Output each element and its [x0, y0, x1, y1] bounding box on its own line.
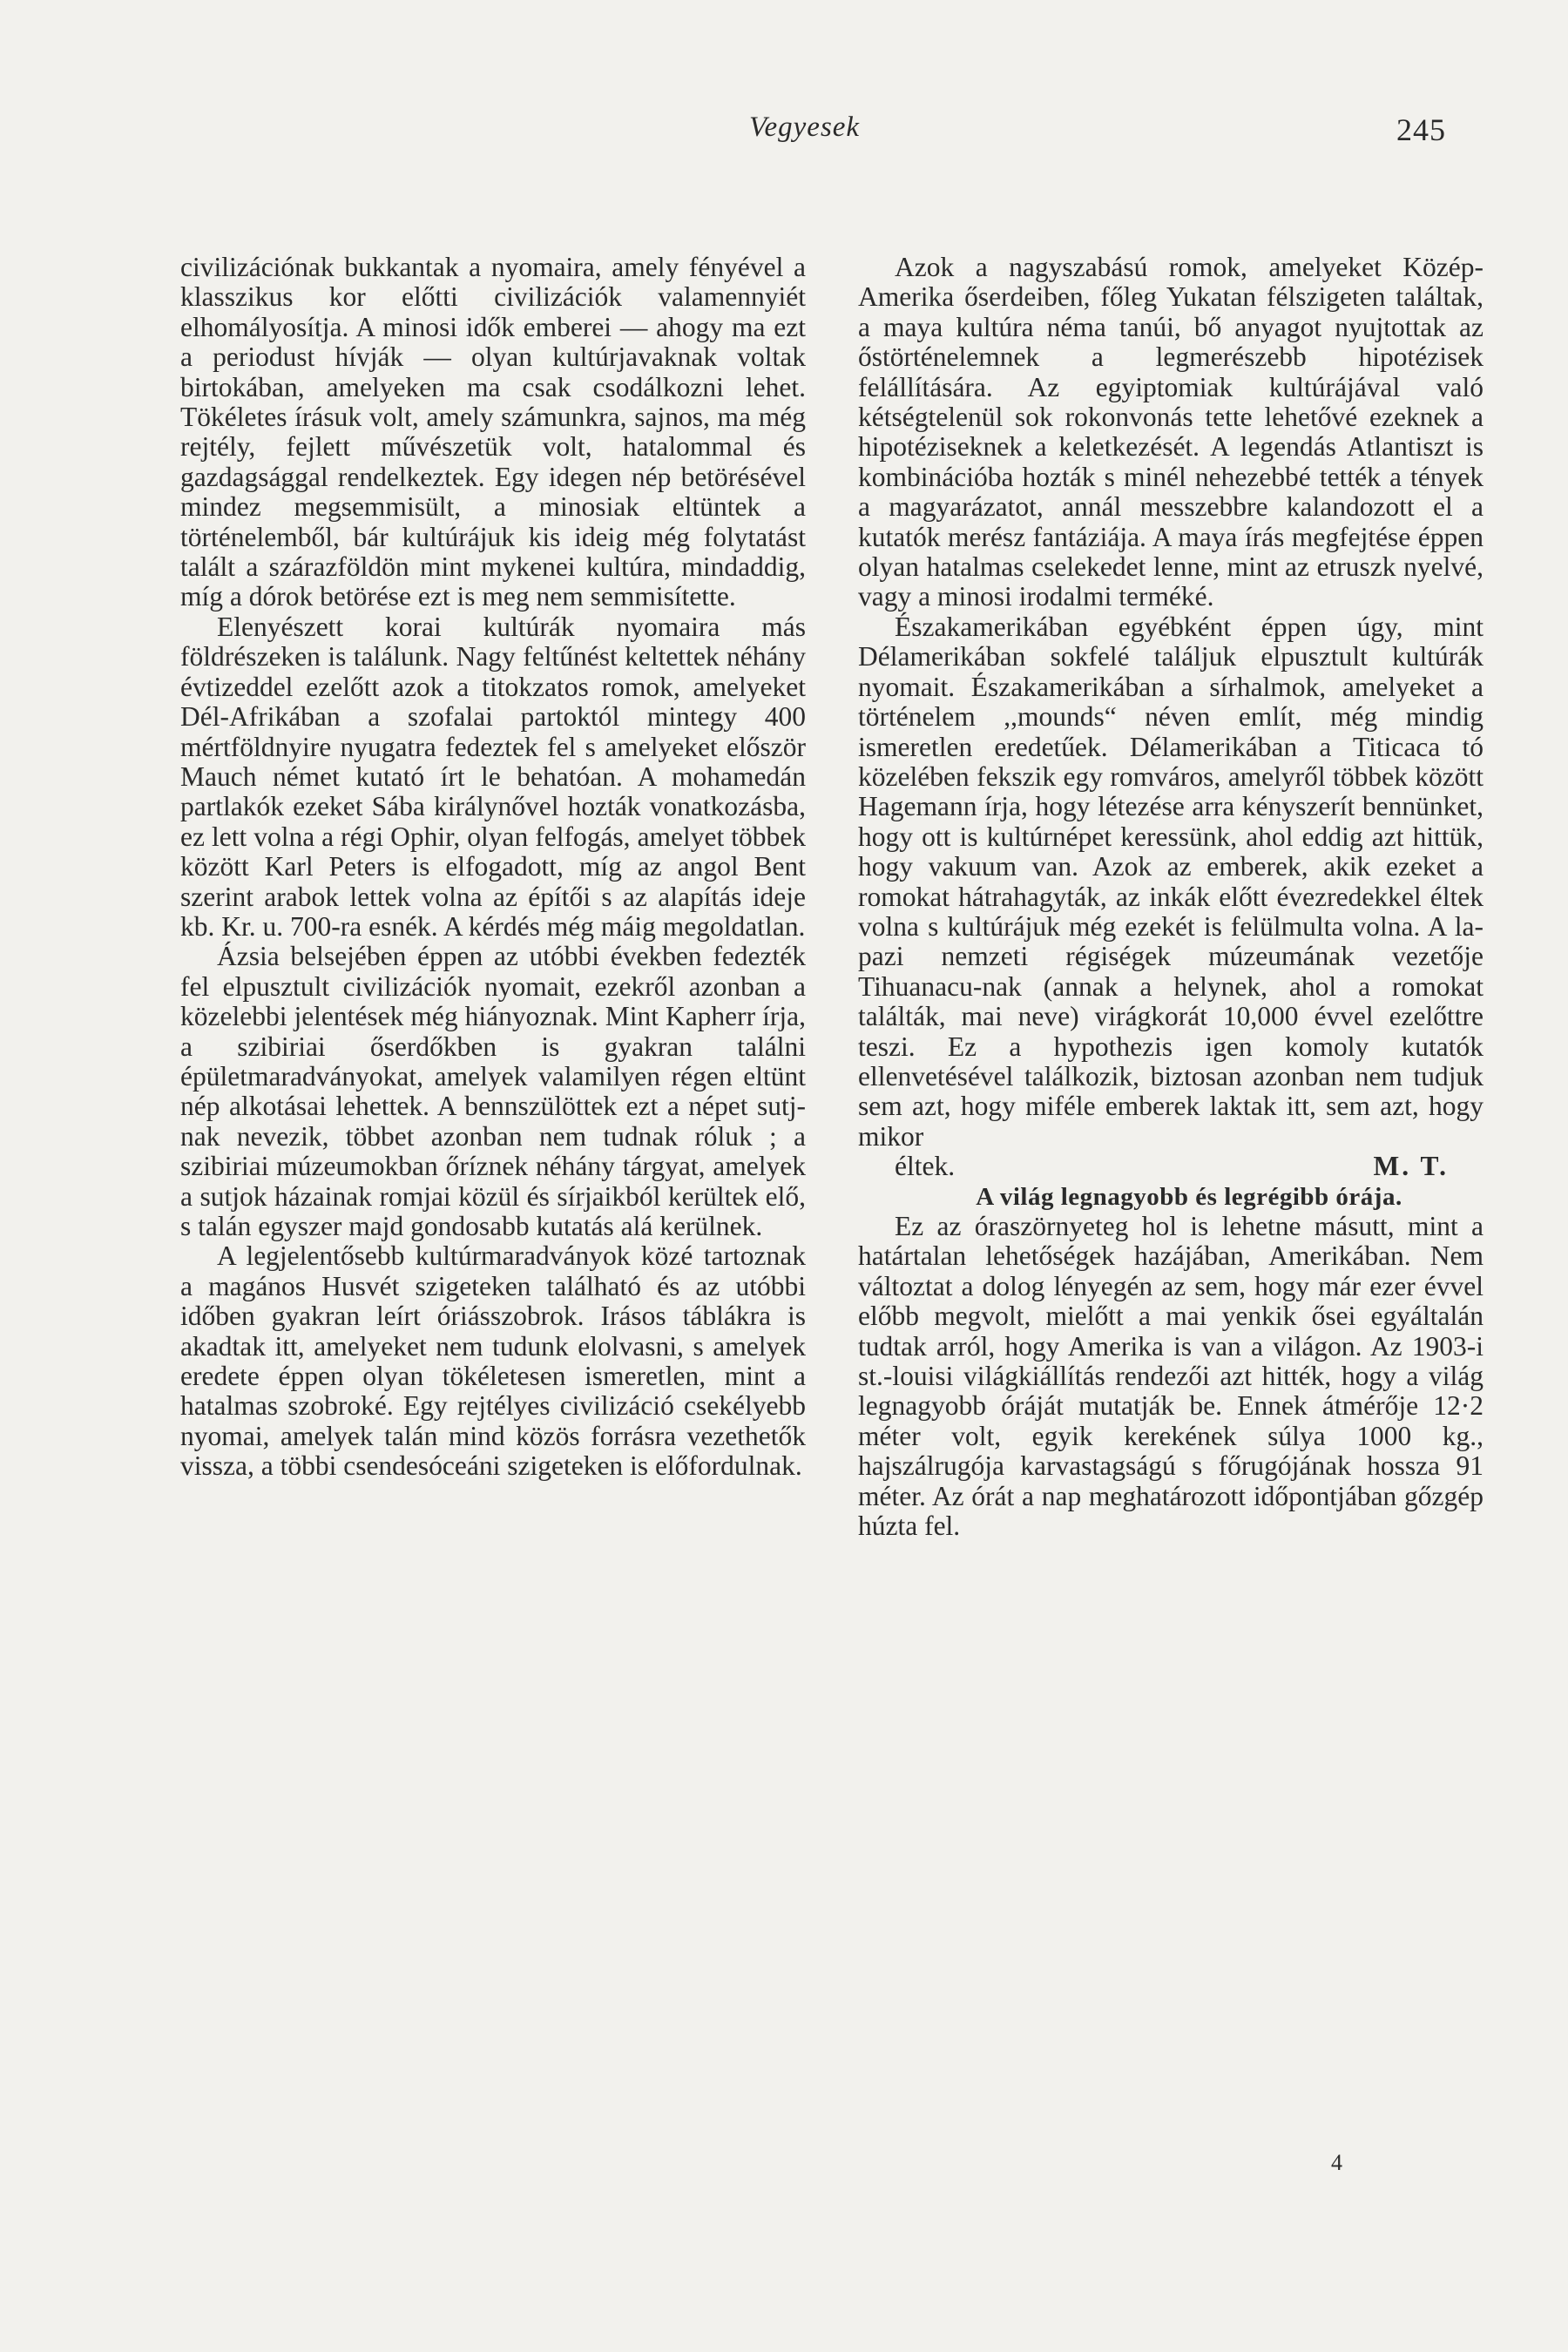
paragraph: Ez az óraszörnyeteg hol is lehetne másutt, mint a határtalan lehetőségek hazájában, Amerikában. Nem változtat a dolog lényegén az sem, hogy már ezer évvel előbb megvolt, mielőtt a mai yenkik ősei egyáltalán tudtak arról, hogy Amerika is van a világon. Az 1903-i st.-louisi világkiállítás rendezői azt hitték, hogy a világ legnagyobb óráját mutatják be. Ennek átmérője 12·2 méter volt, egyik kerekének súlya 1000 kg., hajszálrugója karvastagságú s főrugójának hossza 91 méter. Az órát a nap meghatározott időpontjában gőzgép húzta fel.: [858, 1211, 1484, 1542]
paragraph: Azok a nagyszabású romok, amelyeket Közép-Amerika őserdeiben, főleg Yukatan félszigeten találtak, a maya kultúra néma tanúi, bő anyagot nyujtottak az őstörténelemnek a legmerészebb hipotézisek felállítására. Az egyiptomiak kultúrájával való kétségtelenül sok rokonvonás tette lehetővé ezeknek a hipotéziseknek a keletkezését. A legendás Atlantiszt is kombinációba hozták s minél nehezebbé tették a tények a magyarázatot, annál messzebbre kalandozott el a kutatók merész fantáziája. A maya írás megfejtése éppen olyan hatalmas cselekedet lenne, mint az etruszk nyelvé, vagy a minosi irodalmi terméké.: [858, 252, 1484, 612]
printer-signature-mark: 4: [1331, 2150, 1342, 2175]
left-column: [180, 253, 806, 1482]
paragraph: Északamerikában egyébként éppen úgy, mint Délamerikában sokfelé találjuk elpusztult kultúrák nyomait. Északamerikában a sírhalmok, amelyeket a történelem ,,mounds“ néven említ, még mindig ismeretlen eredetűek. Délamerikában a Titicaca tó közelében fekszik egy romváros, amelyről többek között Hagemann írja, hogy létezése arra kényszerít bennünket, hogy ott is kultúrnépet keressünk, ahol eddig azt hittük, hogy vakuum van. Azok az emberek, akik ezeket a romokat hátrahagyták, az inkák előtt évezredekkel éltek volna s kultúrájuk még ezekét is felülmulta volna. A la-pazi nemzeti régiségek múzeumának vezetője Tihuanacu-nak (annak a helynek, ahol a romokat találták, mai neve) virágkorát 10,000 évvel ezelőttre teszi. Ez a hypothezis igen komoly kutatók ellenvetésével találkozik, biztosan azonban nem tudjuk sem azt, hogy miféle emberek laktak itt, sem azt, hogy mikor: [858, 611, 1484, 1152]
page-number: 245: [1396, 112, 1446, 147]
closing-text: éltek.: [895, 1151, 956, 1182]
paragraph: Elenyészett korai kultúrák nyomaira más földrészeken is találunk. Nagy feltűnést keltettek néhány évtizeddel ezelőtt azok a titokzatos romok, amelyeket Dél-Afrikában a szofalai partoktól mintegy 400 mértföldnyire nyugatra fedeztek fel s amelyeket először Mauch német kutató írt le behatóan. A mohamedán partlakók ezeket Sába királynővel hozták vonatkozásba, ez lett volna a régi Ophir, olyan felfogás, amelyet többek között Karl Peters is elfogadott, míg az angol Bent szerint arabok lettek volna az építői s az alapítás ideje kb. Kr. u. 700-ra esnék. A kérdés még máig megoldatlan.: [180, 611, 806, 942]
running-title: Vegyesek: [749, 112, 861, 143]
right-column: [858, 253, 1484, 1541]
paragraph: Ázsia belsejében éppen az utóbbi években fedezték fel elpusztult civilizációk nyomait, ezekről azonban a közelebbi jelentések még hiányoznak. Mint Kapherr írja, a szibiriai őserdőkben is gyakran találni épületmaradványokat, amelyek valamilyen régen eltünt nép alkotásai lehettek. A bennszülöttek ezt a népet sutj-nak nevezik, többet azonban nem tudnak róluk ; a szibiriai múzeumokban őríznek néhány tárgyat, amelyek a sutjok házainak romjai közül és sírjaikból kerültek elő, s talán egyszer majd gondosabb kutatás alá kerülnek.: [180, 941, 806, 1241]
author-signature: M. T.: [1373, 1151, 1449, 1182]
signature-line: [858, 1152, 1484, 1181]
section-heading: A világ legnagyobb és legrégibb órája.: [976, 1182, 1402, 1211]
paragraph: A legjelentősebb kultúrmaradványok közé tartoznak a magános Husvét szigeteken található és az utóbbi időben gyakran leírt óriásszobrok. Irásos táblákra is akadtak itt, amelyeket nem tudunk elolvasni, s amelyek eredete éppen olyan tökéletesen ismeretlen, mint a hatalmas szobroké. Egy rejtélyes civilizáció csekélyebb nyomai, amelyek talán mind közös forrásra vezethetők vissza, a többi csendesóceáni szigeteken is előfordulnak.: [180, 1240, 806, 1482]
paragraph: civilizációnak bukkantak a nyomaira, amely fényével a klasszikus kor előtti civilizációk valamennyiét elhomályosítja. A minosi idők emberei — ahogy ma ezt a periodust hívják — olyan kultúrjavaknak voltak birtokában, amelyeken ma csak csodálkozni lehet. Tökéletes írásuk volt, amely számunkra, sajnos, ma még rejtély, fejlett művészetük volt, hatalommal és gazdagsággal rendelkeztek. Egy idegen nép betörésével mindez megsemmisült, a minosiak eltüntek a történelemből, bár kultúrájuk kis ideig még folytatást talált a szárazföldön mint mykenei kultúra, mindaddig, míg a dórok betörése ezt is meg nem semmisítette.: [180, 252, 806, 612]
